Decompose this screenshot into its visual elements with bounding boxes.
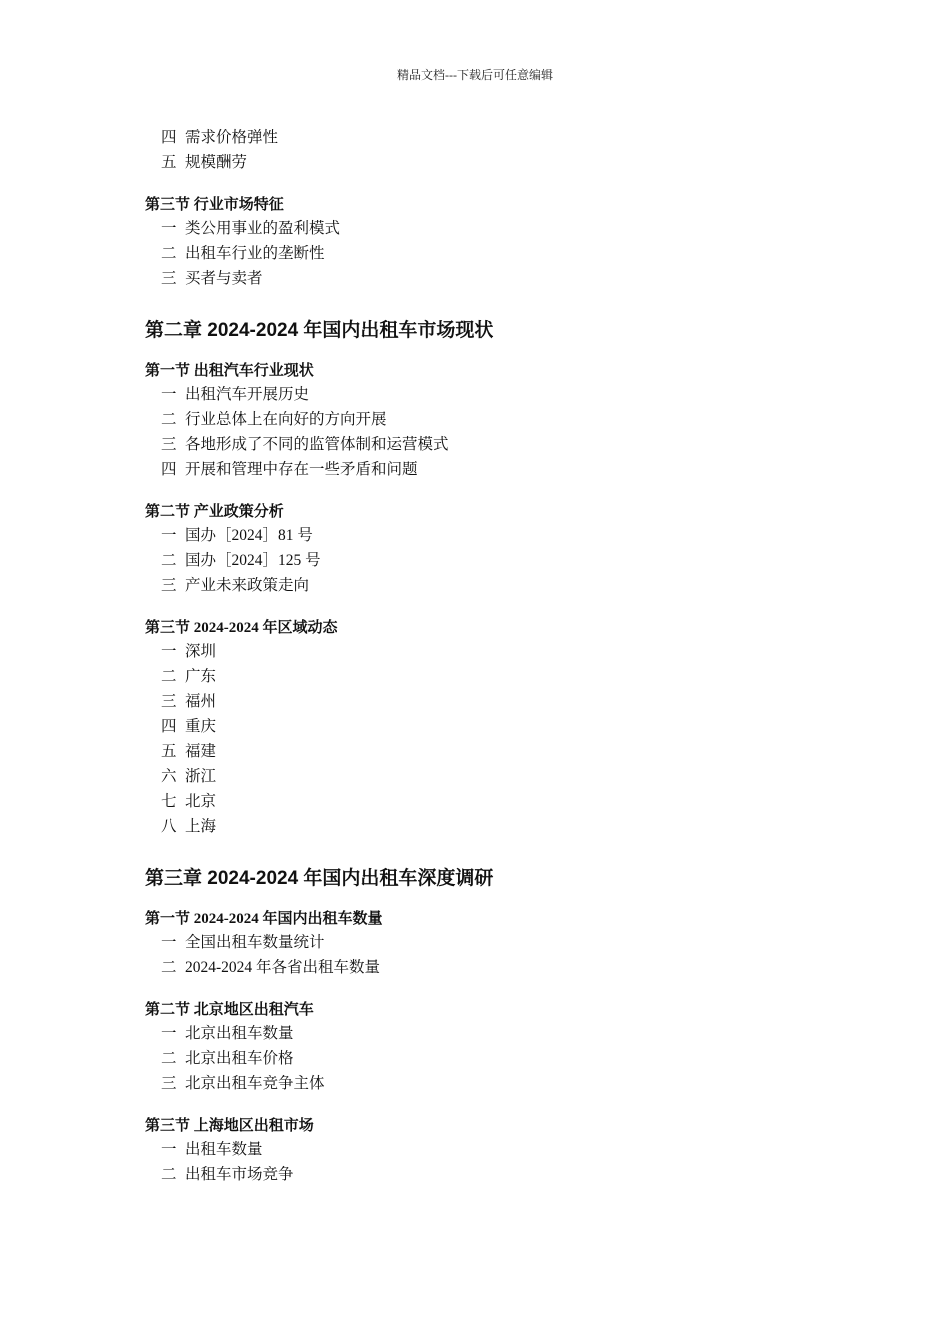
toc-item-number: 一	[161, 643, 177, 660]
toc-item-list	[145, 523, 845, 598]
toc-item-text: 北京出租车数量	[185, 1025, 294, 1042]
toc-item-number: 二	[161, 668, 177, 685]
toc-item-number: 四	[161, 129, 177, 146]
chapter-heading: 第三章 2024-2024 年国内出租车深度调研	[145, 868, 494, 889]
toc-item-text: 买者与卖者	[185, 270, 263, 287]
section-heading: 第二节 北京地区出租汽车	[145, 1002, 314, 1018]
toc-item	[145, 814, 845, 839]
toc-item	[145, 1046, 845, 1071]
toc-item-number: 四	[161, 718, 177, 735]
toc-item-list	[145, 1137, 845, 1187]
toc-item	[145, 955, 845, 980]
toc-item	[145, 764, 845, 789]
section-heading: 第二节 产业政策分析	[145, 504, 284, 520]
toc-item-list	[145, 216, 845, 291]
toc-item-text: 北京	[185, 793, 217, 810]
toc-item	[145, 457, 845, 482]
toc-item	[145, 125, 845, 150]
toc-item-number: 一	[161, 1025, 177, 1042]
toc-item-text: 国办［2024］81 号	[185, 527, 313, 544]
toc-item-text: 深圳	[185, 643, 217, 660]
toc-item-text: 国办［2024］125 号	[185, 552, 321, 569]
toc-item	[145, 523, 845, 548]
toc-item	[145, 382, 845, 407]
toc-item-number: 三	[161, 577, 177, 594]
toc-item-text: 出租车数量	[185, 1141, 263, 1158]
section-heading: 第一节 出租汽车行业现状	[145, 363, 314, 379]
section-heading: 第三节 上海地区出租市场	[145, 1118, 314, 1134]
toc-item-number: 一	[161, 1141, 177, 1158]
toc-item-text: 福建	[185, 743, 217, 760]
section-heading: 第三节 行业市场特征	[145, 197, 284, 213]
toc-item-number: 五	[161, 154, 177, 171]
toc-item	[145, 216, 845, 241]
toc-item-number: 三	[161, 693, 177, 710]
toc-item-text: 北京出租车价格	[185, 1050, 294, 1067]
toc-item	[145, 548, 845, 573]
toc-item-number: 三	[161, 436, 177, 453]
toc-item-number: 三	[161, 270, 177, 287]
toc-item-list	[145, 639, 845, 839]
toc-item	[145, 930, 845, 955]
toc-item-number: 五	[161, 743, 177, 760]
toc-item-text: 各地形成了不同的监管体制和运营模式	[185, 436, 449, 453]
toc-item	[145, 639, 845, 664]
toc-item-number: 一	[161, 934, 177, 951]
toc-item-text: 全国出租车数量统计	[185, 934, 325, 951]
toc-item-number: 二	[161, 552, 177, 569]
toc-item-number: 一	[161, 220, 177, 237]
toc-item-text: 出租汽车开展历史	[185, 386, 310, 403]
toc-item-number: 四	[161, 461, 177, 478]
toc-item-text: 浙江	[185, 768, 217, 785]
toc-item	[145, 1071, 845, 1096]
toc-item	[145, 714, 845, 739]
toc-item-text: 上海	[185, 818, 217, 835]
toc-item-number: 八	[161, 818, 177, 835]
toc-item	[145, 689, 845, 714]
toc-item	[145, 150, 845, 175]
toc-item	[145, 664, 845, 689]
toc-item	[145, 432, 845, 457]
page-header: 精品文档---下载后可任意编辑	[397, 68, 553, 82]
toc-item	[145, 739, 845, 764]
toc-item-number: 一	[161, 386, 177, 403]
toc-item	[145, 789, 845, 814]
toc-item	[145, 1021, 845, 1046]
chapter-heading: 第二章 2024-2024 年国内出租车市场现状	[145, 320, 494, 341]
toc-item-number: 七	[161, 793, 177, 810]
toc-item-number: 二	[161, 411, 177, 428]
section-heading: 第三节 2024-2024 年区域动态	[145, 620, 338, 636]
toc-item-number: 三	[161, 1075, 177, 1092]
toc-item-number: 二	[161, 245, 177, 262]
toc-item-text: 开展和管理中存在一些矛盾和问题	[185, 461, 418, 478]
toc-item-text: 行业总体上在向好的方向开展	[185, 411, 387, 428]
toc-item-text: 出租车行业的垄断性	[185, 245, 325, 262]
toc-item-list	[145, 125, 845, 175]
toc-item-text: 规模酬劳	[185, 154, 248, 171]
toc-item-number: 二	[161, 1050, 177, 1067]
toc-item-text: 重庆	[185, 718, 217, 735]
toc-item	[145, 266, 845, 291]
toc-item-number: 二	[161, 959, 177, 976]
toc-item	[145, 407, 845, 432]
toc-item-text: 广东	[185, 668, 217, 685]
toc-item-number: 二	[161, 1166, 177, 1183]
toc-item-text: 北京出租车竞争主体	[185, 1075, 325, 1092]
toc-item-list	[145, 1021, 845, 1096]
toc-item	[145, 573, 845, 598]
toc-item-text: 2024-2024 年各省出租车数量	[185, 959, 381, 976]
toc-item	[145, 1162, 845, 1187]
toc-item	[145, 241, 845, 266]
toc-item-list	[145, 930, 845, 980]
toc-item-number: 一	[161, 527, 177, 544]
section-heading: 第一节 2024-2024 年国内出租车数量	[145, 911, 383, 927]
toc-item-text: 类公用事业的盈利模式	[185, 220, 341, 237]
toc-item-text: 产业未来政策走向	[185, 577, 310, 594]
toc-item-list	[145, 382, 845, 482]
toc-item-text: 需求价格弹性	[185, 129, 279, 146]
toc-content	[145, 125, 845, 1187]
toc-item-text: 出租车市场竞争	[185, 1166, 294, 1183]
toc-item-number: 六	[161, 768, 177, 785]
toc-item-text: 福州	[185, 693, 217, 710]
toc-item	[145, 1137, 845, 1162]
